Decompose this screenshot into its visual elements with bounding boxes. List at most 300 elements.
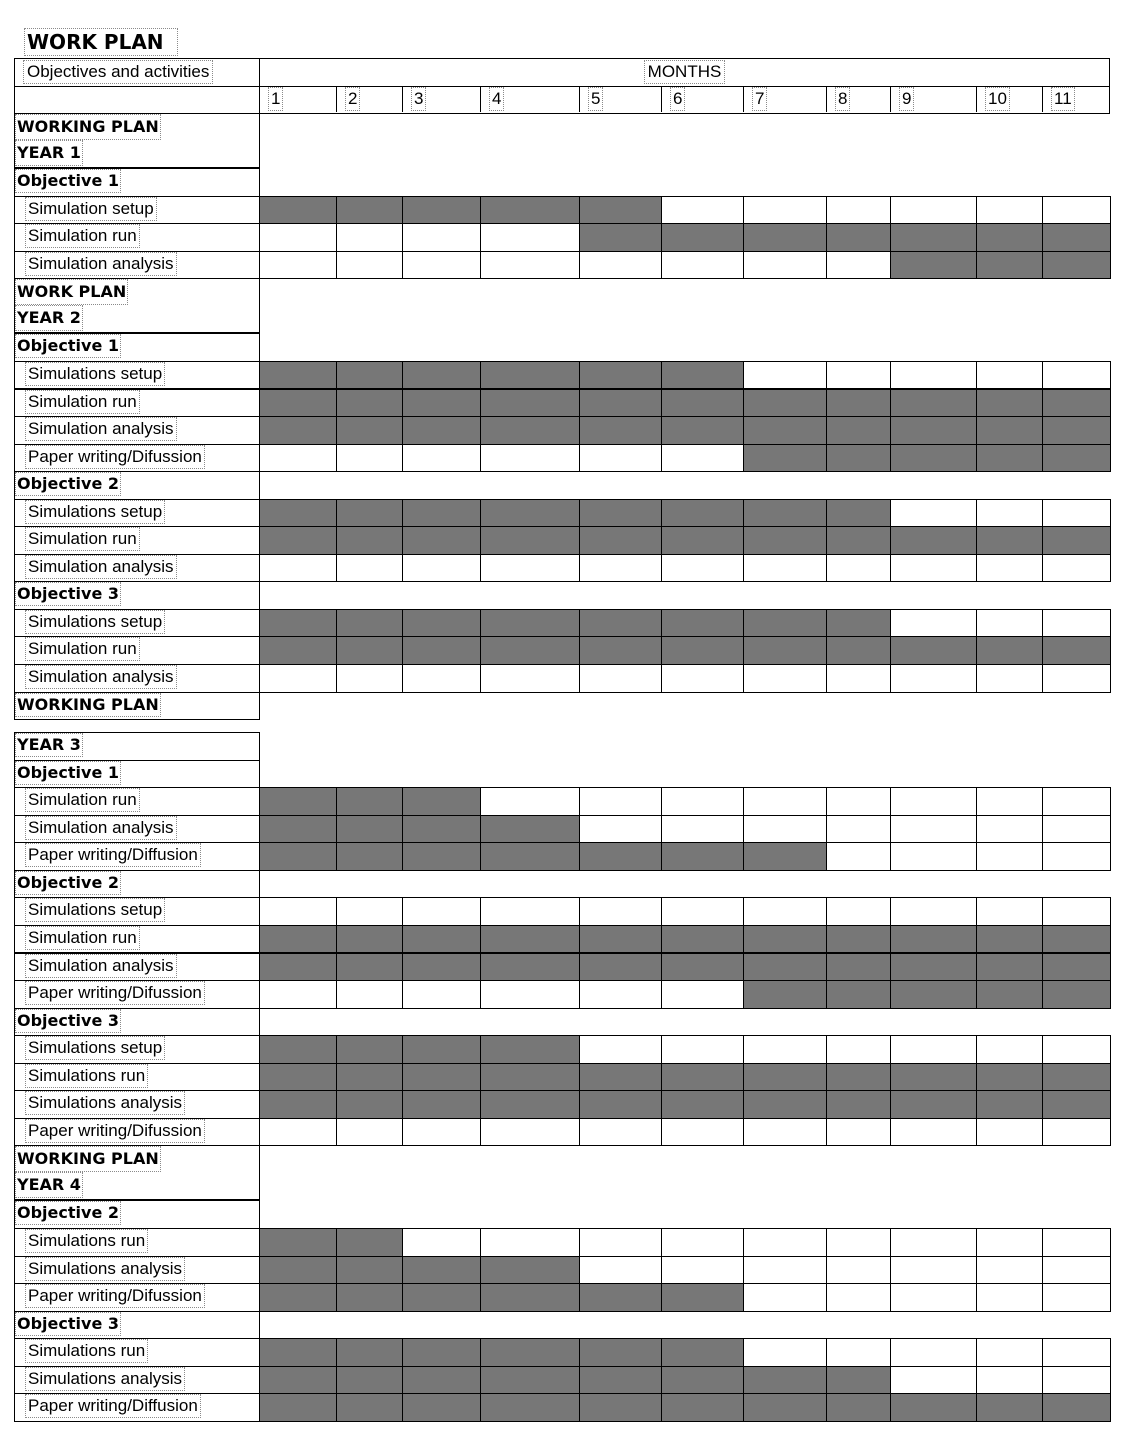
- objective-label: WORKING PLAN: [15, 693, 161, 717]
- objective-row: [14, 692, 1110, 721]
- month-cell-4: [480, 636, 580, 665]
- month-cell-9: [890, 815, 977, 844]
- month-cell-4: [480, 980, 580, 1009]
- month-cell-8: [826, 636, 891, 665]
- month-cell-8: [826, 980, 891, 1009]
- objective-label-cell: [14, 471, 260, 500]
- month-cell-11: [1042, 609, 1111, 638]
- month-cell-9: [890, 842, 977, 871]
- month-cell-1: [259, 609, 337, 638]
- month-cell-8: [826, 1393, 891, 1422]
- activity-label: Simulations setup: [25, 610, 165, 634]
- month-cell-9: [890, 1118, 977, 1147]
- month-cell-8: [826, 223, 891, 252]
- month-cell-10: [976, 1366, 1043, 1395]
- activity-row: [14, 953, 1110, 982]
- month-cell-8: [826, 787, 891, 816]
- month-cell-9: [890, 1393, 977, 1422]
- month-cell-9: [890, 1283, 977, 1312]
- month-cell-5: [579, 787, 662, 816]
- month-cell-1: [259, 554, 337, 583]
- month-cell-4: [480, 609, 580, 638]
- activity-row: [14, 815, 1110, 844]
- month-cell-8: [826, 609, 891, 638]
- month-cell-1: [259, 980, 337, 1009]
- month-cell-5: [579, 815, 662, 844]
- month-cell-11: [1042, 1256, 1111, 1285]
- month-cell-10: [976, 664, 1043, 693]
- objective-label: Objective 3: [15, 582, 121, 606]
- activity-label-cell: [14, 925, 260, 954]
- month-cell-7: [743, 554, 827, 583]
- month-header-label: 11: [1051, 87, 1075, 111]
- month-cell-9: [890, 925, 977, 954]
- month-header-label: 10: [985, 87, 1010, 111]
- month-cell-3: [402, 526, 481, 555]
- month-cell-2: [336, 664, 403, 693]
- month-cell-7: [743, 980, 827, 1009]
- activity-label: Paper writing/Difussion: [25, 1119, 205, 1143]
- month-cell-1: [259, 196, 337, 225]
- month-cell-11: [1042, 787, 1111, 816]
- month-cell-7: [743, 925, 827, 954]
- month-cell-5: [579, 196, 662, 225]
- month-cell-3: [402, 1256, 481, 1285]
- month-cell-7: [743, 815, 827, 844]
- month-cell-1: [259, 1393, 337, 1422]
- activity-label-cell: [14, 980, 260, 1009]
- month-cell-10: [976, 1035, 1043, 1064]
- month-cell-10: [976, 1090, 1043, 1119]
- month-cell-11: [1042, 636, 1111, 665]
- months-header-cell: [259, 58, 1110, 87]
- month-cell-6: [661, 251, 744, 280]
- objective-label-cell: [14, 732, 260, 761]
- month-cell-10: [976, 815, 1043, 844]
- month-cell-3: [402, 897, 481, 926]
- month-cell-8: [826, 1118, 891, 1147]
- month-cell-2: [336, 980, 403, 1009]
- month-cell-7: [743, 664, 827, 693]
- month-cell-4: [480, 1338, 580, 1367]
- month-cell-1: [259, 636, 337, 665]
- month-cell-11: [1042, 444, 1111, 473]
- activity-row: [14, 1063, 1110, 1092]
- month-cell-5: [579, 1366, 662, 1395]
- month-header-label: 9: [899, 87, 914, 111]
- activity-label-cell: [14, 554, 260, 583]
- activity-label-cell: [14, 609, 260, 638]
- month-cell-2: [336, 897, 403, 926]
- month-cell-4: [480, 1283, 580, 1312]
- activity-row: [14, 980, 1110, 1009]
- month-cell-9: [890, 251, 977, 280]
- month-cell-10: [976, 499, 1043, 528]
- month-cell-8: [826, 842, 891, 871]
- month-header-label: 8: [835, 87, 850, 111]
- activity-label: Simulation analysis: [25, 555, 177, 579]
- month-cell-6: [661, 1366, 744, 1395]
- month-cell-3: [402, 1366, 481, 1395]
- month-cell-5: [579, 554, 662, 583]
- month-cell-11: [1042, 416, 1111, 445]
- month-cell-4: [480, 444, 580, 473]
- activity-row: [14, 554, 1110, 583]
- month-cell-10: [976, 1283, 1043, 1312]
- objective-label: Objective 1: [15, 169, 121, 193]
- month-cell-11: [1042, 953, 1111, 982]
- month-cell-9: [890, 1063, 977, 1092]
- month-cell-1: [259, 815, 337, 844]
- month-cell-8: [826, 1256, 891, 1285]
- month-cell-11: [1042, 1228, 1111, 1257]
- month-cell-10: [976, 1118, 1043, 1147]
- activity-label: Simulations setup: [25, 1036, 165, 1060]
- activity-label-cell: [14, 526, 260, 555]
- objective-label-cell: [14, 760, 260, 789]
- month-cell-7: [743, 897, 827, 926]
- month-header-label: 3: [411, 87, 426, 111]
- month-cell-5: [579, 842, 662, 871]
- objective-row: [14, 732, 1110, 761]
- activity-label-cell: [14, 1256, 260, 1285]
- month-cell-1: [259, 1063, 337, 1092]
- month-cell-1: [259, 925, 337, 954]
- month-cell-7: [743, 499, 827, 528]
- objective-label-cell: [14, 870, 260, 899]
- month-cell-8: [826, 554, 891, 583]
- activity-row: [14, 416, 1110, 445]
- month-cell-5: [579, 1283, 662, 1312]
- month-cell-11: [1042, 815, 1111, 844]
- month-cell-8: [826, 953, 891, 982]
- month-cell-10: [976, 980, 1043, 1009]
- month-cell-1: [259, 416, 337, 445]
- month-cell-9: [890, 609, 977, 638]
- month-cell-9: [890, 196, 977, 225]
- objective-label-cell: [14, 333, 260, 362]
- month-cell-4: [480, 815, 580, 844]
- month-cell-3: [402, 980, 481, 1009]
- month-cell-6: [661, 980, 744, 1009]
- activity-row: [14, 1366, 1110, 1395]
- month-cell-11: [1042, 1283, 1111, 1312]
- section-label-cell: [14, 278, 260, 333]
- month-cell-7: [743, 1366, 827, 1395]
- month-cell-1: [259, 1118, 337, 1147]
- activity-label-cell: [14, 1063, 260, 1092]
- month-cell-8: [826, 1283, 891, 1312]
- month-cell-2: [336, 636, 403, 665]
- month-cell-1: [259, 526, 337, 555]
- month-cell-4: [480, 1063, 580, 1092]
- activity-label-cell: [14, 842, 260, 871]
- month-cell-4: [480, 223, 580, 252]
- activity-label: Simulation analysis: [25, 954, 177, 978]
- month-cell-3: [402, 1393, 481, 1422]
- month-cell-3: [402, 1228, 481, 1257]
- month-cell-6: [661, 609, 744, 638]
- month-cell-1: [259, 1035, 337, 1064]
- month-cell-1: [259, 1366, 337, 1395]
- objective-row: [14, 471, 1110, 500]
- activity-label-cell: [14, 1393, 260, 1422]
- month-cell-11: [1042, 925, 1111, 954]
- month-cell-3: [402, 499, 481, 528]
- activity-row: [14, 223, 1110, 252]
- month-cell-7: [743, 251, 827, 280]
- month-cell-1: [259, 251, 337, 280]
- month-cell-5: [579, 251, 662, 280]
- month-cell-8: [826, 389, 891, 418]
- month-cell-6: [661, 389, 744, 418]
- month-cell-7: [743, 526, 827, 555]
- month-cell-7: [743, 444, 827, 473]
- month-cell-9: [890, 223, 977, 252]
- page-title: WORK PLAN: [24, 28, 178, 56]
- month-cell-10: [976, 787, 1043, 816]
- month-cell-4: [480, 664, 580, 693]
- month-cell-3: [402, 842, 481, 871]
- month-cell-9: [890, 1338, 977, 1367]
- month-cell-8: [826, 1063, 891, 1092]
- month-cell-5: [579, 925, 662, 954]
- month-cell-11: [1042, 1035, 1111, 1064]
- section-label: WORK PLAN: [15, 279, 128, 305]
- month-cell-11: [1042, 980, 1111, 1009]
- month-cell-7: [743, 1393, 827, 1422]
- month-cell-4: [480, 953, 580, 982]
- activity-row: [14, 842, 1110, 871]
- activity-label: Paper writing/Diffusion: [25, 1394, 201, 1418]
- month-cell-9: [890, 554, 977, 583]
- month-header-8: [826, 87, 890, 112]
- month-cell-8: [826, 815, 891, 844]
- month-header-11: [1042, 87, 1110, 112]
- month-cell-3: [402, 1063, 481, 1092]
- objective-row: [14, 168, 1110, 197]
- activity-label-cell: [14, 1338, 260, 1367]
- month-header-label: 4: [489, 87, 504, 111]
- month-cell-11: [1042, 1118, 1111, 1147]
- month-cell-2: [336, 1063, 403, 1092]
- month-cell-2: [336, 416, 403, 445]
- month-cell-3: [402, 554, 481, 583]
- objective-label: Objective 1: [15, 761, 121, 785]
- activity-label: Simulation analysis: [25, 252, 177, 276]
- activity-row: [14, 444, 1110, 473]
- month-cell-9: [890, 416, 977, 445]
- month-cell-4: [480, 1090, 580, 1119]
- month-cell-10: [976, 1393, 1043, 1422]
- objective-row: [14, 760, 1110, 789]
- month-header-7: [743, 87, 826, 112]
- month-header-1: [259, 87, 336, 112]
- month-cell-4: [480, 787, 580, 816]
- activity-label: Simulation setup: [25, 197, 157, 221]
- activity-label: Simulation run: [25, 637, 140, 661]
- month-cell-7: [743, 389, 827, 418]
- month-cell-11: [1042, 223, 1111, 252]
- month-cell-4: [480, 1118, 580, 1147]
- month-cell-1: [259, 1090, 337, 1119]
- activity-label: Simulations setup: [25, 898, 165, 922]
- month-header-6: [661, 87, 743, 112]
- month-cell-11: [1042, 554, 1111, 583]
- activity-row: [14, 499, 1110, 528]
- month-cell-5: [579, 980, 662, 1009]
- activity-label-cell: [14, 815, 260, 844]
- month-cell-2: [336, 1256, 403, 1285]
- activity-row: [14, 925, 1110, 954]
- month-cell-9: [890, 953, 977, 982]
- month-header-9: [890, 87, 976, 112]
- month-cell-6: [661, 815, 744, 844]
- month-cell-6: [661, 1228, 744, 1257]
- activity-label-cell: [14, 1090, 260, 1119]
- activity-label-cell: [14, 444, 260, 473]
- month-cell-7: [743, 416, 827, 445]
- objective-label-cell: [14, 1200, 260, 1229]
- month-cell-8: [826, 1228, 891, 1257]
- month-cell-6: [661, 1393, 744, 1422]
- activity-row: [14, 1118, 1110, 1147]
- month-cell-2: [336, 815, 403, 844]
- month-cell-3: [402, 664, 481, 693]
- month-cell-6: [661, 664, 744, 693]
- activity-row: [14, 1338, 1110, 1367]
- month-cell-1: [259, 664, 337, 693]
- month-cell-10: [976, 196, 1043, 225]
- month-cell-9: [890, 499, 977, 528]
- objective-label: Objective 3: [15, 1312, 121, 1336]
- month-cell-3: [402, 609, 481, 638]
- month-cell-3: [402, 251, 481, 280]
- month-cell-10: [976, 953, 1043, 982]
- month-cell-11: [1042, 1366, 1111, 1395]
- month-cell-1: [259, 444, 337, 473]
- month-cell-3: [402, 1338, 481, 1367]
- month-cell-8: [826, 925, 891, 954]
- activity-label-cell: [14, 223, 260, 252]
- month-cell-4: [480, 196, 580, 225]
- month-cell-8: [826, 1366, 891, 1395]
- month-cell-7: [743, 1256, 827, 1285]
- activity-label-cell: [14, 636, 260, 665]
- section-label: WORKING PLAN: [15, 1146, 161, 1172]
- activity-label-cell: [14, 389, 260, 418]
- month-cell-3: [402, 787, 481, 816]
- month-cell-7: [743, 1338, 827, 1367]
- month-cell-4: [480, 925, 580, 954]
- month-cell-6: [661, 897, 744, 926]
- month-cell-5: [579, 1035, 662, 1064]
- month-cell-1: [259, 1228, 337, 1257]
- month-cell-2: [336, 1118, 403, 1147]
- activity-label: Simulations run: [25, 1229, 148, 1253]
- activity-label-cell: [14, 1283, 260, 1312]
- month-cell-7: [743, 787, 827, 816]
- month-cell-8: [826, 444, 891, 473]
- objective-row: [14, 1311, 1110, 1340]
- month-cell-1: [259, 1283, 337, 1312]
- month-header-3: [402, 87, 480, 112]
- month-cell-4: [480, 389, 580, 418]
- month-cell-6: [661, 499, 744, 528]
- month-cell-9: [890, 1090, 977, 1119]
- month-cell-10: [976, 609, 1043, 638]
- month-cell-10: [976, 1338, 1043, 1367]
- month-cell-5: [579, 499, 662, 528]
- month-cell-11: [1042, 251, 1111, 280]
- section-label: YEAR 1: [15, 140, 83, 166]
- activity-row: [14, 664, 1110, 693]
- month-cell-9: [890, 361, 977, 390]
- month-header-label: 5: [588, 87, 603, 111]
- activity-label: Simulations analysis: [25, 1257, 185, 1281]
- month-cell-3: [402, 361, 481, 390]
- month-cell-6: [661, 1063, 744, 1092]
- month-cell-2: [336, 1035, 403, 1064]
- month-cell-7: [743, 361, 827, 390]
- month-cell-4: [480, 361, 580, 390]
- month-cell-2: [336, 787, 403, 816]
- month-cell-3: [402, 389, 481, 418]
- activity-label-cell: [14, 1228, 260, 1257]
- month-cell-10: [976, 897, 1043, 926]
- month-cell-6: [661, 953, 744, 982]
- month-cell-6: [661, 1256, 744, 1285]
- month-header-4: [480, 87, 579, 112]
- month-cell-7: [743, 223, 827, 252]
- month-cell-4: [480, 897, 580, 926]
- activity-label: Simulations analysis: [25, 1367, 185, 1391]
- month-cell-11: [1042, 897, 1111, 926]
- activity-label-cell: [14, 499, 260, 528]
- month-cell-9: [890, 1228, 977, 1257]
- month-cell-6: [661, 416, 744, 445]
- month-cell-6: [661, 925, 744, 954]
- month-cell-11: [1042, 389, 1111, 418]
- objective-label: Objective 1: [15, 334, 121, 358]
- activity-label: Simulations analysis: [25, 1091, 185, 1115]
- activity-label-cell: [14, 953, 260, 982]
- section-label-cell: [14, 1145, 260, 1200]
- month-cell-2: [336, 609, 403, 638]
- objective-row: [14, 1008, 1110, 1037]
- month-cell-8: [826, 416, 891, 445]
- month-cell-8: [826, 499, 891, 528]
- month-cell-4: [480, 1366, 580, 1395]
- month-cell-9: [890, 389, 977, 418]
- month-cell-7: [743, 842, 827, 871]
- activity-row: [14, 787, 1110, 816]
- month-cell-2: [336, 1393, 403, 1422]
- month-cell-8: [826, 196, 891, 225]
- header-label: Objectives and activities: [23, 60, 213, 84]
- month-cell-9: [890, 1366, 977, 1395]
- month-cell-7: [743, 953, 827, 982]
- month-cell-10: [976, 1256, 1043, 1285]
- activity-label: Paper writing/Difussion: [25, 1284, 205, 1308]
- month-cell-11: [1042, 1090, 1111, 1119]
- activity-label: Paper writing/Diffusion: [25, 843, 201, 867]
- month-cell-3: [402, 444, 481, 473]
- month-cell-8: [826, 1035, 891, 1064]
- month-cell-3: [402, 1090, 481, 1119]
- month-cell-9: [890, 664, 977, 693]
- month-cell-11: [1042, 1393, 1111, 1422]
